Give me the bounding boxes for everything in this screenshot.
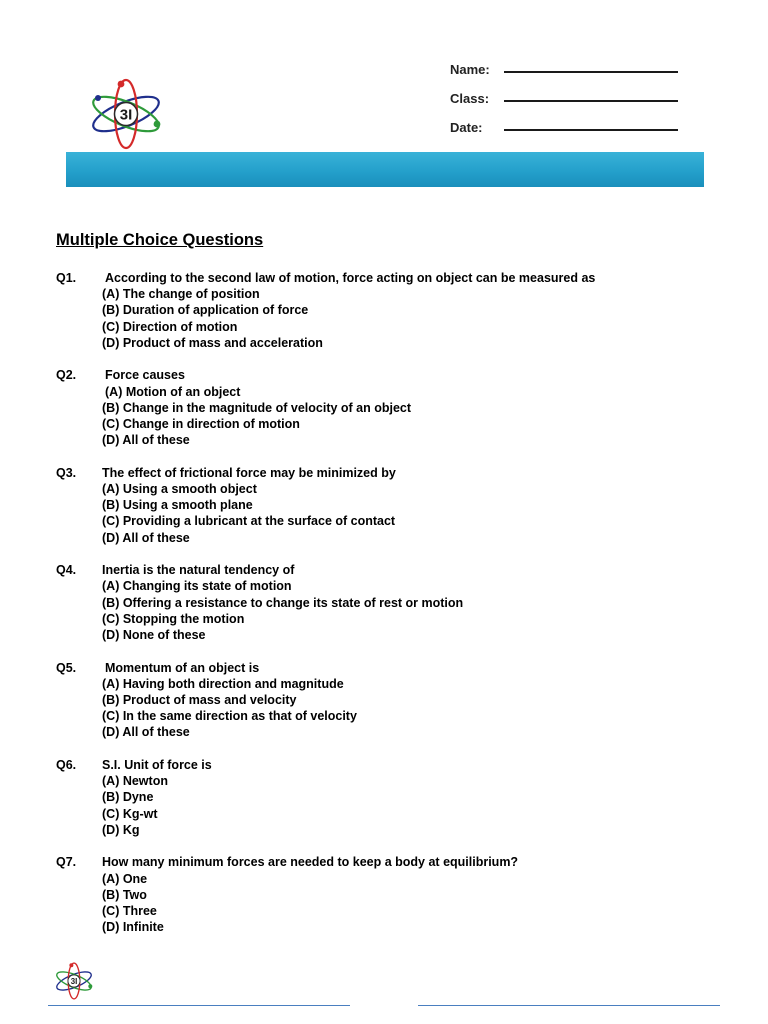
option-b: (B) Dyne [102,790,154,805]
question-item [56,757,736,838]
question-item [56,660,736,741]
question-text: According to the second law of motion, force acting on object can be measured as [105,271,596,285]
option-a: (A) One [102,871,148,886]
question-text: Force causes [105,368,185,383]
question-body [102,465,736,546]
option-d: (D) Infinite [102,920,164,935]
question-number: Q2. [56,368,77,383]
date-label: Date: [450,120,483,135]
option-b: (B) Offering a resistance to change its state of rest or motion [102,595,464,610]
header-banner [66,152,704,187]
option-b: (B) Product of mass and velocity [102,693,297,708]
option-d: (D) None of these [102,628,206,643]
name-blank-line[interactable] [504,71,678,73]
question-number: Q5. [56,660,77,675]
student-info-fields [450,60,690,147]
option-a: (A) The change of position [102,287,260,302]
name-field[interactable] [450,60,690,89]
class-label: Class: [450,91,490,106]
question-item [56,367,736,448]
question-item [56,465,736,546]
option-c: (C) Three [102,904,157,919]
option-a: (A) Motion of an object [105,384,241,399]
option-b: (B) Using a smooth plane [102,498,253,513]
option-c: (C) Kg-wt [102,806,158,821]
option-d: (D) All of these [102,433,190,448]
class-blank-line[interactable] [504,100,678,102]
option-d: (D) Kg [102,822,140,837]
option-c: (C) Direction of motion [102,319,238,334]
question-number: Q6. [56,758,77,773]
question-text: Momentum of an object is [105,660,260,675]
option-d: (D) All of these [102,725,190,740]
option-a: (A) Having both direction and magnitude [102,676,344,691]
option-c: (C) In the same direction as that of velocity [102,709,357,724]
question-number: Q3. [56,465,77,480]
option-b: (B) Two [102,887,147,902]
question-body [102,367,736,448]
question-text: S.I. Unit of force is [102,758,212,773]
question-list [56,270,736,952]
footer-divider-left [48,1005,350,1006]
question-body [102,854,736,935]
svg-text:3I: 3I [70,976,78,986]
option-d: (D) Product of mass and acceleration [102,335,323,350]
option-d: (D) All of these [102,530,190,545]
question-item [56,562,736,643]
question-text: The effect of frictional force may be minimized by [102,465,396,480]
option-a: (A) Changing its state of motion [102,579,292,594]
name-label: Name: [450,62,490,77]
question-number: Q4. [56,563,77,578]
question-body [102,757,736,838]
question-body [102,660,736,741]
footer-divider-right [418,1005,720,1006]
question-body [102,562,736,643]
question-text: How many minimum forces are needed to keep a body at equilibrium? [102,855,519,870]
section-title: Multiple Choice Questions [56,231,264,249]
option-a: (A) Using a smooth object [102,482,257,497]
question-item [56,270,736,351]
footer-atom-logo-icon [54,962,94,1000]
option-c: (C) Change in direction of motion [102,417,300,432]
svg-text:3I: 3I [119,106,133,124]
atom-logo-icon [88,78,164,150]
date-field[interactable] [450,118,690,147]
option-b: (B) Duration of application of force [102,303,309,318]
option-c: (C) Providing a lubricant at the surface of contact [102,514,396,529]
question-number: Q7. [56,855,77,870]
question-text: Inertia is the natural tendency of [102,563,295,578]
option-a: (A) Newton [102,774,168,789]
option-c: (C) Stopping the motion [102,611,245,626]
date-blank-line[interactable] [504,129,678,131]
question-item [56,854,736,935]
question-number: Q1. [56,271,77,285]
question-body [102,270,736,351]
class-field[interactable] [450,89,690,118]
option-b: (B) Change in the magnitude of velocity of an object [102,400,412,415]
